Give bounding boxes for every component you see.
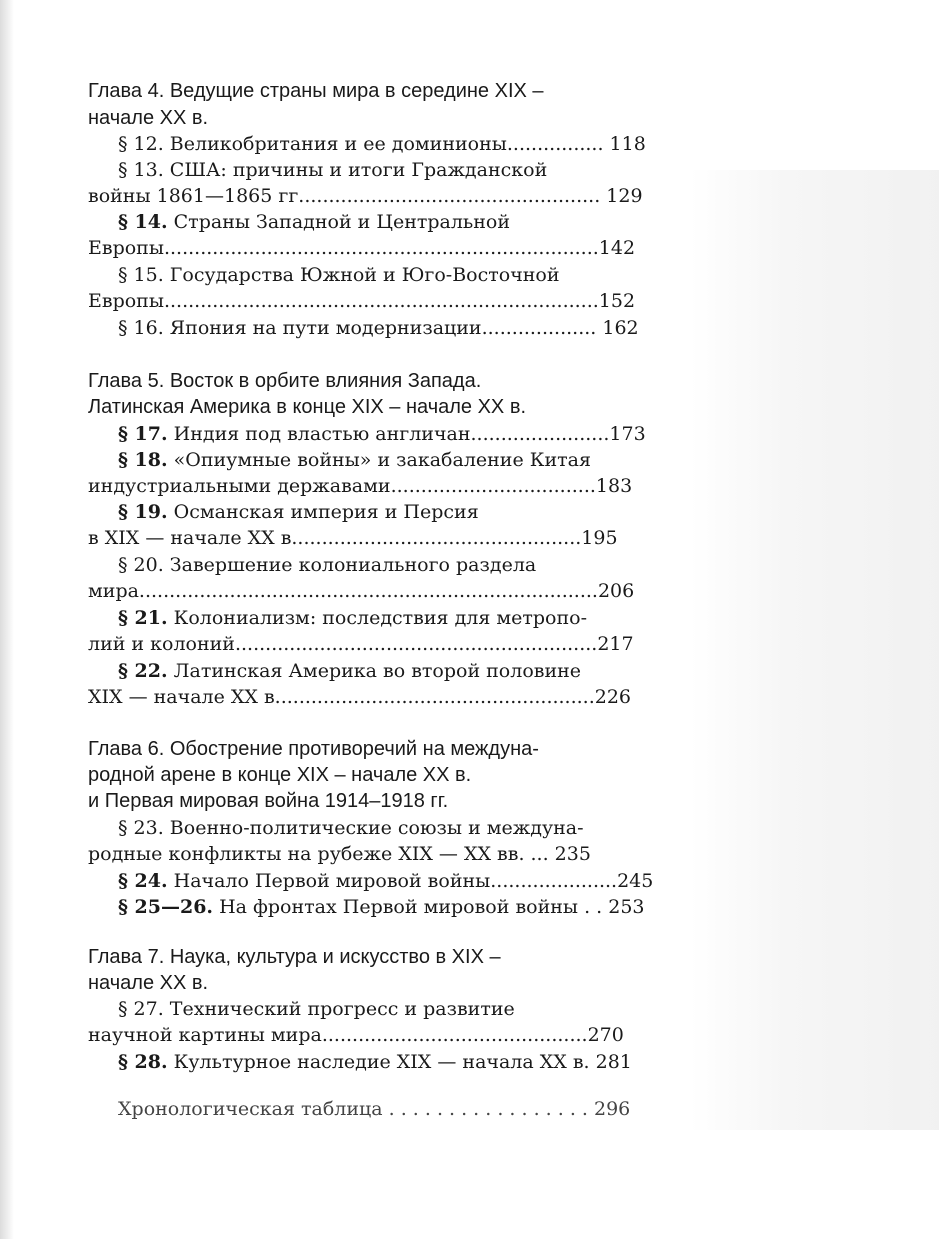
toc-entry-16[interactable] xyxy=(118,315,639,341)
entry-text: Военно-политические союзы и междуна- xyxy=(163,817,584,839)
section-number: § 27. xyxy=(118,998,164,1020)
toc-entry-15[interactable] xyxy=(118,262,560,288)
entry-text: Великобритания и ее доминионы................ 118 xyxy=(163,133,646,155)
chapter-6-title-line-1: Глава 6. Обострение противоречий на междуна- xyxy=(88,738,539,760)
section-number: § 13. xyxy=(118,159,164,181)
toc-entry-22-continued: XIX — начале XX в.....................................................226 xyxy=(88,686,632,708)
chapter-6-title-line-2: родной арене в конце XIX – начале XX в. xyxy=(88,764,472,786)
entry-text: «Опиумные войны» и закабаление Китая xyxy=(167,449,591,471)
toc-entry-12[interactable] xyxy=(118,131,646,157)
chapter-7-title-line-2: начале XX в. xyxy=(88,972,209,994)
section-number: § 20. xyxy=(118,554,164,576)
page-edge-shadow xyxy=(0,0,14,1239)
toc-entry-19[interactable] xyxy=(118,499,479,525)
entry-text: Османская империя и Персия xyxy=(167,501,479,523)
toc-entry-13[interactable] xyxy=(118,157,547,183)
chapter-4-title-line-2: начале XX в. xyxy=(88,107,209,129)
toc-entry-24[interactable] xyxy=(118,868,653,894)
section-number: § 17. xyxy=(118,423,168,445)
entry-text: Колониализм: последствия для метропо- xyxy=(167,607,588,629)
toc-entry-14-continued: Европы........................................................................142 xyxy=(88,237,636,259)
toc-entry-19-continued: в XIX — начале XX в................................................195 xyxy=(88,527,618,549)
section-number: § 15. xyxy=(118,264,164,286)
toc-entry-21-continued: лий и колоний............................................................217 xyxy=(88,633,634,655)
chapter-6-title-line-3: и Первая мировая война 1914–1918 гг. xyxy=(88,790,449,812)
toc-entry-21[interactable] xyxy=(118,605,587,631)
toc-entry-27-continued: научной картины мира............................................270 xyxy=(88,1024,624,1046)
entry-text: Начало Первой мировой войны.....................245 xyxy=(167,870,654,892)
entry-text: США: причины и итоги Гражданской xyxy=(163,159,548,181)
entry-text: Япония на пути модернизации................... 162 xyxy=(163,317,639,339)
section-number: § 19. xyxy=(118,501,168,523)
toc-entry-20[interactable] xyxy=(118,552,536,578)
section-number: § 24. xyxy=(118,870,168,892)
entry-text: Государства Южной и Юго-Восточной xyxy=(163,264,560,286)
entry-text: Культурное наследие XIX — начала XX в. 281 xyxy=(167,1051,632,1073)
chapter-5-title-line-1: Глава 5. Восток в орбите влияния Запада. xyxy=(88,370,482,392)
toc-entry-23[interactable] xyxy=(118,815,584,841)
entry-text: Технический прогресс и развитие xyxy=(163,998,515,1020)
entry-text: Латинская Америка во второй половине xyxy=(167,660,582,682)
toc-entry-15-continued: Европы........................................................................152 xyxy=(88,290,636,312)
chapter-4-title-line-1: Глава 4. Ведущие страны мира в середине XIX – xyxy=(88,80,544,102)
toc-entry-13-continued: войны 1861—1865 гг.................................................. 129 xyxy=(88,185,643,207)
toc-entry-22[interactable] xyxy=(118,658,581,684)
entry-text: Страны Западной и Центральной xyxy=(167,211,511,233)
section-number: § 25—26. xyxy=(118,896,214,918)
toc-entry-chronology-table[interactable]: Хронологическая таблица . . . . . . . . . . . . . . . . . 296 xyxy=(118,1098,631,1120)
toc-entry-27[interactable] xyxy=(118,996,515,1022)
toc-entry-28[interactable] xyxy=(118,1049,632,1075)
chapter-5-title-line-2: Латинская Америка в конце XIX – начале XX в. xyxy=(88,396,527,418)
section-number: § 23. xyxy=(118,817,164,839)
toc-entry-18-continued: индустриальными державами..................................183 xyxy=(88,475,633,497)
section-number: § 22. xyxy=(118,660,168,682)
toc-entry-17[interactable] xyxy=(118,421,646,447)
section-number: § 28. xyxy=(118,1051,168,1073)
toc-entry-20-continued: мира............................................................................206 xyxy=(88,580,635,602)
toc-entry-23-continued: родные конфликты на рубеже XIX — XX вв. ... 235 xyxy=(88,843,591,865)
section-number: § 16. xyxy=(118,317,164,339)
chapter-7-title-line-1: Глава 7. Наука, культура и искусство в XIX – xyxy=(88,946,501,968)
scan-shadow xyxy=(690,170,939,1130)
entry-text: На фронтах Первой мировой войны . . 253 xyxy=(213,896,645,918)
toc-entry-14[interactable] xyxy=(118,209,510,235)
entry-text: Индия под властью англичан.......................173 xyxy=(167,423,646,445)
section-number: § 21. xyxy=(118,607,168,629)
entry-text: Завершение колониального раздела xyxy=(163,554,537,576)
toc-entry-18[interactable] xyxy=(118,447,591,473)
section-number: § 12. xyxy=(118,133,164,155)
toc-entry-25-26[interactable] xyxy=(118,894,645,920)
section-number: § 18. xyxy=(118,449,168,471)
section-number: § 14. xyxy=(118,211,168,233)
